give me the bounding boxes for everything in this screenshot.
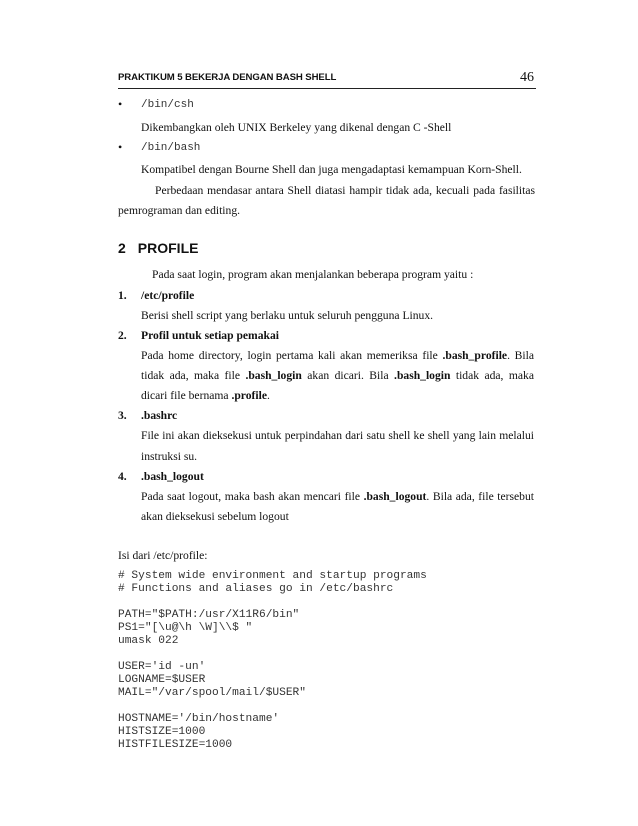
code-line: MAIL="/var/spool/mail/$USER" [118, 687, 306, 699]
item-title-profil: Profil untuk setiap pemakai [141, 329, 279, 342]
shell-desc-csh: Dikembangkan oleh UNIX Berkeley yang dikenal dengan C -Shell [141, 121, 452, 134]
code-line: # Functions and aliases go in /etc/bashrc [118, 583, 394, 595]
shell-desc-bash: Kompatibel dengan Bourne Shell dan juga mengadaptasi kemampuan Korn-Shell. [141, 163, 522, 176]
item-text-line: dicari file bernama .profile. [141, 389, 270, 402]
code-line: HISTSIZE=1000 [118, 726, 206, 738]
item-number: 1. [118, 289, 127, 302]
item-text-line: Pada home directory, login pertama kali akan memeriksa file .bash_profile. Bila [141, 349, 535, 362]
section-number: 2 [118, 240, 126, 256]
item-text-line: akan dieksekusi sebelum logout [141, 510, 289, 523]
intro-paragraph-line1: Perbedaan mendasar antara Shell diatasi hampir tidak ada, kecuali pada fasilitas [155, 184, 535, 197]
shell-name-csh: /bin/csh [141, 99, 194, 111]
code-line: HISTFILESIZE=1000 [118, 739, 233, 751]
item-title-etc-profile: /etc/profile [141, 289, 195, 302]
item-text-line: tidak ada, maka file .bash_login akan dicari. Bila .bash_login tidak ada, maka [141, 369, 534, 382]
item-number: 2. [118, 329, 127, 342]
item-text-line: File ini akan dieksekusi untuk perpindahan dari satu shell ke shell yang lain melalui [141, 429, 534, 442]
item-number: 4. [118, 470, 127, 483]
shell-name-bash: /bin/bash [141, 142, 201, 154]
item-number: 3. [118, 409, 127, 422]
header-title: PRAKTIKUM 5 BEKERJA DENGAN BASH SHELL [118, 72, 337, 83]
code-line: umask 022 [118, 635, 179, 647]
header-rule [118, 88, 536, 89]
bullet-icon: • [118, 140, 123, 154]
item-text: Berisi shell script yang berlaku untuk seluruh pengguna Linux. [141, 309, 434, 322]
code-line: HOSTNAME='/bin/hostname' [118, 713, 280, 725]
page-number: 46 [520, 70, 534, 85]
section-heading [118, 240, 198, 256]
section-intro: Pada saat login, program akan menjalankan beberapa program yaitu : [152, 268, 474, 281]
item-text-line: Pada saat logout, maka bash akan mencari file .bash_logout. Bila ada, file tersebut [141, 490, 534, 503]
item-title-bash-logout: .bash_logout [141, 470, 204, 483]
code-line: PATH="$PATH:/usr/X11R6/bin" [118, 609, 300, 621]
item-title-bashrc: .bashrc [141, 409, 178, 422]
item-text-line: instruksi su. [141, 450, 198, 463]
code-line: # System wide environment and startup programs [118, 570, 427, 582]
bullet-icon: • [118, 97, 123, 111]
code-line: PS1="[\u@\h \W]\\$ " [118, 622, 253, 634]
code-line: USER='id -un' [118, 661, 206, 673]
page-header [118, 70, 536, 86]
code-intro: Isi dari /etc/profile: [118, 549, 208, 562]
section-title: PROFILE [137, 240, 199, 256]
intro-paragraph-line2: pemrograman dan editing. [118, 204, 241, 217]
code-line: LOGNAME=$USER [118, 674, 206, 686]
